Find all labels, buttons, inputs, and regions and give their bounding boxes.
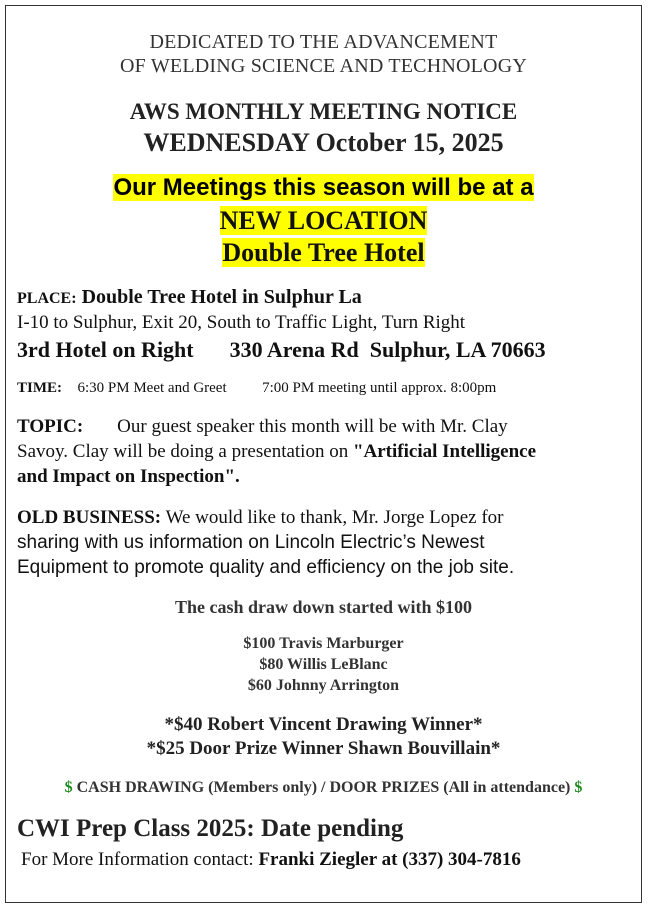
old-business-line-2: sharing with us information on Lincoln Electric’s Newest bbox=[17, 532, 485, 553]
drawing-winner: *$40 Robert Vincent Drawing Winner* bbox=[164, 714, 483, 735]
topic-presentation-title: "Artificial Intelligence bbox=[352, 441, 537, 462]
announcement-line-1: Our Meetings this season will be at a bbox=[113, 174, 534, 201]
old-business-label: OLD BUSINESS: bbox=[17, 507, 162, 528]
time-meet-greet: 6:30 PM Meet and Greet bbox=[77, 380, 227, 396]
place-address-line bbox=[17, 336, 546, 364]
topic-section bbox=[17, 414, 627, 489]
topic-presentation-title-end: and Impact on Inspection". bbox=[17, 466, 240, 487]
door-prize-winner: *$25 Door Prize Winner Shawn Bouvillain* bbox=[146, 738, 501, 759]
topic-label: TOPIC: bbox=[17, 416, 84, 437]
dedication-heading bbox=[5, 30, 642, 78]
dedication-line-2: OF WELDING SCIENCE AND TECHNOLOGY bbox=[120, 55, 527, 77]
hotel-position: 3rd Hotel on Right bbox=[17, 337, 194, 362]
dollar-icon: $ bbox=[574, 779, 583, 796]
topic-line-1: Our guest speaker this month will be with Mr. Clay bbox=[117, 416, 508, 437]
time-label: TIME: bbox=[17, 380, 62, 396]
cash-winner-2: $80 Willis LeBlanc bbox=[259, 656, 388, 673]
place-label: PLACE: bbox=[17, 290, 77, 307]
cash-drawing-notice bbox=[5, 777, 642, 799]
announcement-line-2: NEW LOCATION bbox=[219, 206, 428, 235]
place-section bbox=[17, 285, 362, 311]
new-location-banner bbox=[5, 206, 642, 236]
old-business-section bbox=[17, 505, 632, 580]
old-business-line-1: We would like to thank, Mr. Jorge Lopez for bbox=[165, 507, 504, 528]
old-business-line-3: Equipment to promote quality and efficiency on the job site. bbox=[17, 557, 515, 578]
new-season-announcement bbox=[5, 173, 642, 203]
cash-winner-1: $100 Travis Marburger bbox=[243, 635, 404, 652]
topic-line-2: Savoy. Clay will be doing a presentation on bbox=[17, 441, 353, 462]
place-venue: Double Tree Hotel in Sulphur La bbox=[81, 286, 362, 308]
place-directions: I-10 to Sulphur, Exit 20, South to Traffic Light, Turn Right bbox=[17, 312, 466, 333]
contact-line bbox=[21, 847, 521, 872]
hotel-address: 330 Arena Rd Sulphur, LA 70663 bbox=[229, 337, 546, 362]
dollar-icon: $ bbox=[64, 779, 73, 796]
cwi-prep-class-title: CWI Prep Class 2025: Date pending bbox=[17, 815, 404, 842]
contact-person: Franki Ziegler at (337) 304-7816 bbox=[258, 849, 521, 870]
cash-winner-3: $60 Johnny Arrington bbox=[247, 677, 400, 694]
hotel-banner bbox=[5, 238, 642, 268]
meeting-date: WEDNESDAY October 15, 2025 bbox=[143, 128, 504, 157]
time-meeting: 7:00 PM meeting until approx. 8:00pm bbox=[262, 380, 497, 396]
announcement-line-3: Double Tree Hotel bbox=[222, 238, 425, 267]
dedication-line-1: DEDICATED TO THE ADVANCEMENT bbox=[149, 31, 498, 53]
contact-label: For More Information contact: bbox=[21, 849, 259, 870]
time-section bbox=[17, 378, 496, 398]
cash-draw-title: The cash draw down started with $100 bbox=[174, 597, 473, 617]
cash-drawing-text: CASH DRAWING (Members only) / DOOR PRIZES (All in attendance) bbox=[76, 779, 571, 796]
notice-title: AWS MONTHLY MEETING NOTICE bbox=[129, 99, 518, 124]
